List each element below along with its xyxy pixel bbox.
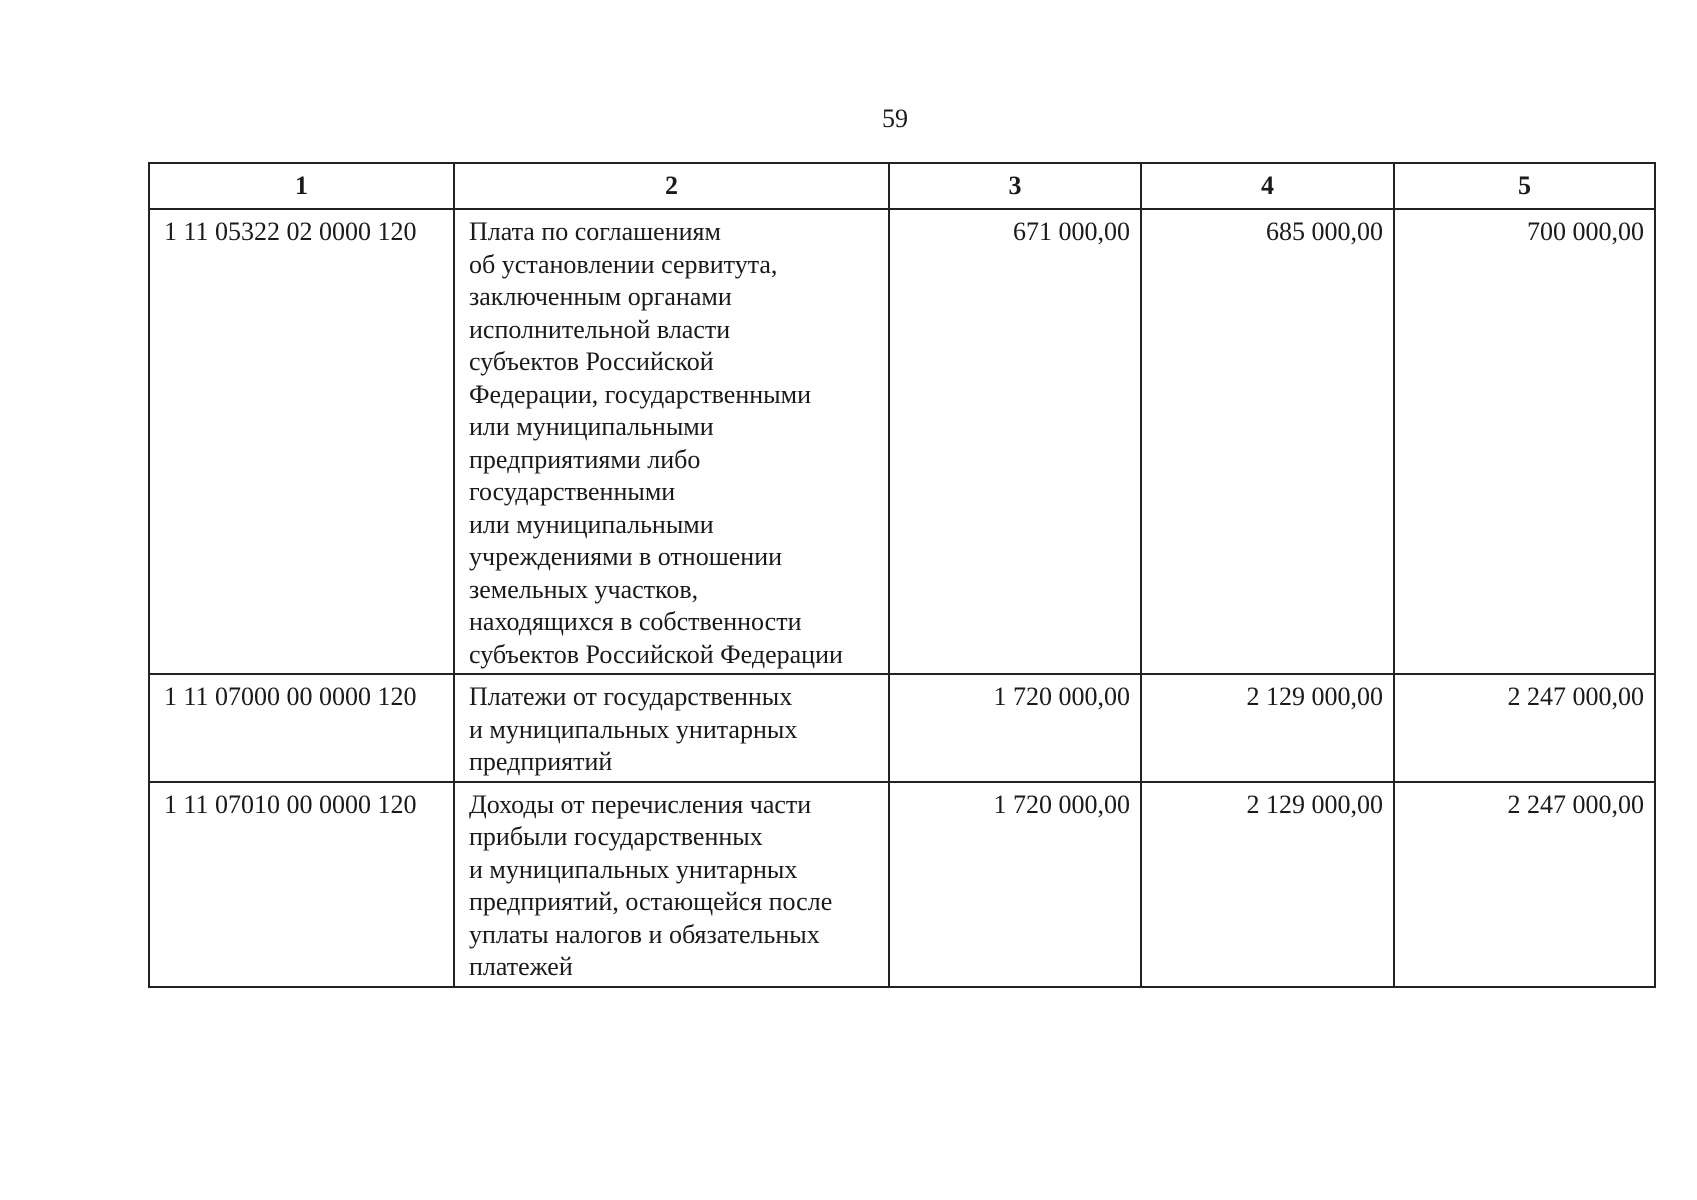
- table-row: [149, 209, 1655, 674]
- revenue-code: 1 11 07000 00 0000 120: [149, 674, 454, 782]
- revenue-code: 1 11 07010 00 0000 120: [149, 782, 454, 987]
- revenue-description: Доходы от перечисления части прибыли государственных и муниципальных унитарных предприятий, остающейся после уплаты налогов и обязательных платежей: [454, 782, 889, 987]
- amount-col5: 700 000,00: [1394, 209, 1655, 674]
- column-header-3: 3: [889, 163, 1141, 209]
- amount-col3: 671 000,00: [889, 209, 1141, 674]
- column-header-5: 5: [1394, 163, 1655, 209]
- table-row: [149, 782, 1655, 987]
- revenue-description: Плата по соглашениям об установлении сервитута, заключенным органами исполнительной власти субъектов Российской Федерации, государственными или муниципальными предприятиями либо государственными или муниципальными учреждениями в отношении земельных участков, находящихся в собственности субъектов Российской Федерации: [454, 209, 889, 674]
- column-header-1: 1: [149, 163, 454, 209]
- table-row: [149, 674, 1655, 782]
- amount-col3: 1 720 000,00: [889, 674, 1141, 782]
- revenue-code: 1 11 05322 02 0000 120: [149, 209, 454, 674]
- header-row: [149, 163, 1655, 209]
- page-number: 59: [882, 104, 908, 133]
- revenue-description: Платежи от государственных и муниципальных унитарных предприятий: [454, 674, 889, 782]
- amount-col3: 1 720 000,00: [889, 782, 1141, 987]
- amount-col4: 685 000,00: [1141, 209, 1394, 674]
- budget-table: [148, 162, 1656, 988]
- amount-col4: 2 129 000,00: [1141, 674, 1394, 782]
- column-header-4: 4: [1141, 163, 1394, 209]
- amount-col5: 2 247 000,00: [1394, 782, 1655, 987]
- column-header-2: 2: [454, 163, 889, 209]
- amount-col5: 2 247 000,00: [1394, 674, 1655, 782]
- amount-col4: 2 129 000,00: [1141, 782, 1394, 987]
